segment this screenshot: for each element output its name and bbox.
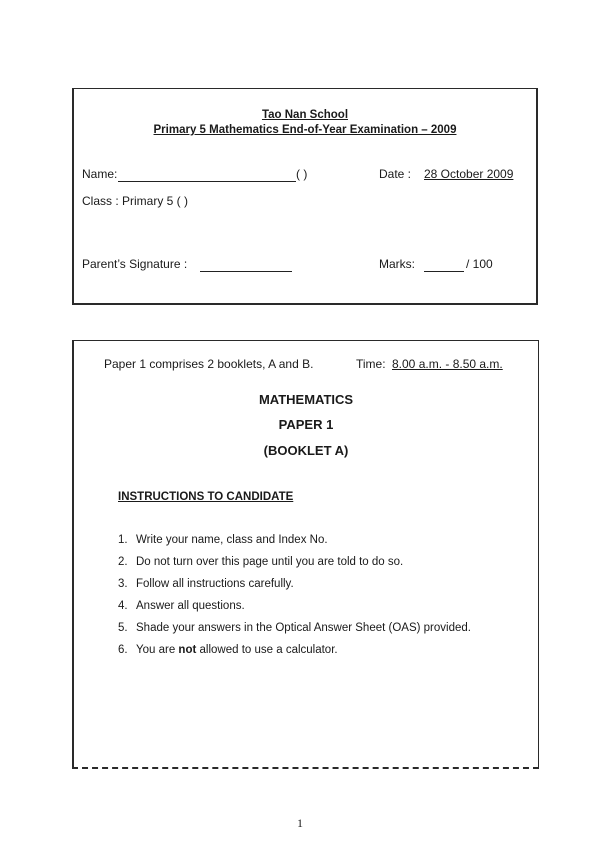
instruction-text: Shade your answers in the Optical Answer Sheet (OAS) provided. bbox=[136, 622, 471, 634]
exam-title: Primary 5 Mathematics End-of-Year Examination – 2009 bbox=[153, 124, 457, 136]
instruction-item bbox=[118, 551, 516, 573]
signature-field-line[interactable] bbox=[200, 271, 292, 272]
page-number: 1 bbox=[297, 816, 303, 830]
instruction-item bbox=[118, 617, 516, 639]
instruction-text: Answer all questions. bbox=[136, 600, 245, 612]
instruction-text: You are bbox=[136, 644, 179, 656]
instruction-number: 6. bbox=[118, 644, 128, 656]
name-field-line[interactable] bbox=[118, 181, 296, 182]
cover-instructions-box bbox=[72, 340, 539, 769]
instruction-number: 1. bbox=[118, 534, 128, 546]
class-label: Class : Primary 5 ( ) bbox=[82, 194, 189, 208]
instruction-emphasis: not bbox=[178, 644, 197, 656]
instruction-text: Follow all instructions carefully. bbox=[136, 578, 294, 590]
marks-field-line[interactable] bbox=[424, 271, 464, 272]
instruction-number: 2. bbox=[118, 556, 128, 568]
subject-title: MATHEMATICS bbox=[258, 392, 354, 407]
student-details-box bbox=[72, 88, 538, 305]
paper-title: PAPER 1 bbox=[278, 417, 334, 432]
instructions-heading: INSTRUCTIONS TO CANDIDATE bbox=[118, 491, 294, 503]
instructions-list bbox=[118, 529, 516, 661]
marks-total: / 100 bbox=[466, 257, 493, 271]
instruction-text: Do not turn over this page until you are told to do so. bbox=[136, 556, 404, 568]
booklet-title: (BOOKLET A) bbox=[263, 443, 349, 458]
parent-signature-label: Parent’s Signature : bbox=[82, 257, 188, 271]
instruction-text: Write your name, class and Index No. bbox=[136, 534, 328, 546]
instruction-number: 4. bbox=[118, 600, 128, 612]
instruction-number: 5. bbox=[118, 622, 128, 634]
time-value: 8.00 a.m. - 8.50 a.m. bbox=[392, 357, 503, 371]
instruction-text: allowed to use a calculator. bbox=[196, 644, 338, 656]
instruction-item bbox=[118, 573, 516, 595]
time-label: Time: bbox=[356, 357, 386, 371]
index-number-brackets: ( ) bbox=[296, 167, 308, 181]
date-value: 28 October 2009 bbox=[424, 167, 514, 181]
instruction-item bbox=[118, 529, 516, 551]
booklet-info: Paper 1 comprises 2 booklets, A and B. bbox=[104, 357, 314, 371]
instruction-item bbox=[118, 595, 516, 617]
date-label: Date : bbox=[379, 167, 412, 181]
school-name: Tao Nan School bbox=[261, 109, 349, 121]
name-label: Name: bbox=[82, 167, 118, 181]
marks-label: Marks: bbox=[379, 257, 415, 271]
instruction-item bbox=[118, 639, 516, 661]
instruction-number: 3. bbox=[118, 578, 128, 590]
